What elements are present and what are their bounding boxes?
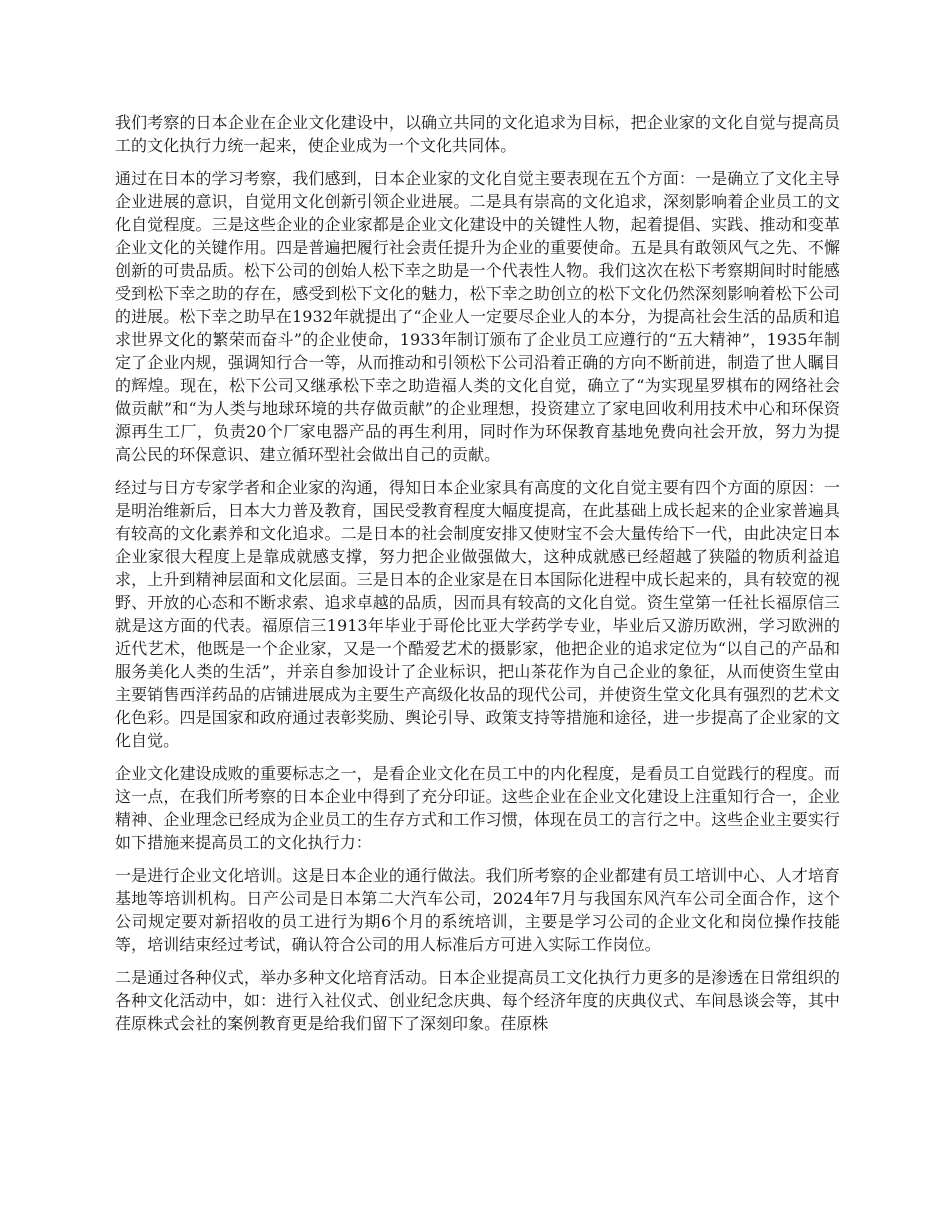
- paragraph-internalization: 企业文化建设成败的重要标志之一，是看企业文化在员工中的内化程度，是看员工自觉践行的程度。而这一点，在我们所考察的日本企业中得到了充分印证。这些企业在企业文化建设上注重知行合一，企业精神、企业理念已经成为企业员工的生存方式和工作习惯，体现在员工的言行之中。这些企业主要实行如下措施来提高员工的文化执行力：: [115, 764, 840, 852]
- paragraph-cultural-awareness: 通过在日本的学习考察，我们感到，日本企业家的文化自觉主要表现在五个方面：一是确立了文化主导企业进展的意识，自觉用文化创新引领企业进展。二是具有崇高的文化追求，深刻影响着企业员工的文化自觉程度。三是这些企业的企业家都是企业文化建设中的关键性人物，起着提倡、实践、推动和变革企业文化的关键作用。四是普遍把履行社会责任提升为企业的重要使命。五是具有敢领风气之先、不懈创新的可贵品质。松下公司的创始人松下幸之助是一个代表性人物。我们这次在松下考察期间时时能感受到松下幸之助的存在，感受到松下文化的魅力，松下幸之助创立的松下文化仍然深刻影响着松下公司的进展。松下幸之助早在1932年就提出了“企业人一定要尽企业人的本分，为提高社会生活的品质和追求世界文化的繁荣而奋斗”的企业使命，1933年制订颁布了企业员工应遵行的“五大精神”，1935年制定了企业内规，强调知行合一等，从而推动和引领松下公司沿着正确的方向不断前进，制造了世人瞩目的辉煌。现在，松下公司又继承松下幸之助造福人类的文化自觉，确立了“为实现星罗棋布的网络社会做贡献”和“为人类与地球环境的共存做贡献”的企业理想，投资建立了家电回收利用技术中心和环保资源再生工厂，负责20个厂家电器产品的再生利用，同时作为环保教育基地免费向社会开放，努力为提高公民的环保意识、建立循环型社会做出自己的贡献。: [115, 169, 840, 464]
- paragraph-training: 一是进行企业文化培训。这是日本企业的通行做法。我们所考察的企业都建有员工培训中心、人才培育基地等培训机构。日产公司是日本第二大汽车公司，2024年7月与我国东风汽车公司全面合作，这个公司规定要对新招收的员工进行为期6个月的系统培训，主要是学习公司的企业文化和岗位操作技能等，培训结束经过考试，确认符合公司的用人标准后方可进入实际工作岗位。: [115, 866, 840, 954]
- paragraph-ceremonies: 二是通过各种仪式，举办多种文化培育活动。日本企业提高员工文化执行力更多的是渗透在日常组织的各种文化活动中，如：进行入社仪式、创业纪念庆典、每个经济年度的庆典仪式、车间恳谈会等，其中荏原株式会社的案例教育更是给我们留下了深刻印象。荏原株: [115, 968, 840, 1033]
- document-body: [115, 111, 840, 1045]
- paragraph-reasons: 经过与日方专家学者和企业家的沟通，得知日本企业家具有高度的文化自觉主要有四个方面的原因：一是明治维新后，日本大力普及教育，国民受教育程度大幅度提高，在此基础上成长起来的企业家普遍具有较高的文化素养和文化追求。二是日本的社会制度安排又使财宝不会大量传给下一代，由此决定日本企业家很大程度上是靠成就感支撑，努力把企业做强做大，这种成就感已经超越了狭隘的物质利益追求，上升到精神层面和文化层面。三是日本的企业家是在日本国际化进程中成长起来的，具有较宽的视野、开放的心态和不断求索、追求卓越的品质，因而具有较高的文化自觉。资生堂第一任社长福原信三就是这方面的代表。福原信三1913年毕业于哥伦比亚大学药学专业，毕业后又游历欧洲，学习欧洲的近代艺术，他既是一个企业家，又是一个酷爱艺术的摄影家，他把企业的追求定位为“以自己的产品和服务美化人类的生活”，并亲自参加设计了企业标识，把山茶花作为自己企业的象征，从而使资生堂由主要销售西洋药品的店铺进展成为主要生产高级化妆品的现代公司，并使资生堂文化具有强烈的艺术文化色彩。四是国家和政府通过表彰奖励、舆论引导、政策支持等措施和途径，进一步提高了企业家的文化自觉。: [115, 478, 840, 750]
- paragraph-intro: 我们考察的日本企业在企业文化建设中，以确立共同的文化追求为目标，把企业家的文化自觉与提高员工的文化执行力统一起来，使企业成为一个文化共同体。: [115, 113, 840, 155]
